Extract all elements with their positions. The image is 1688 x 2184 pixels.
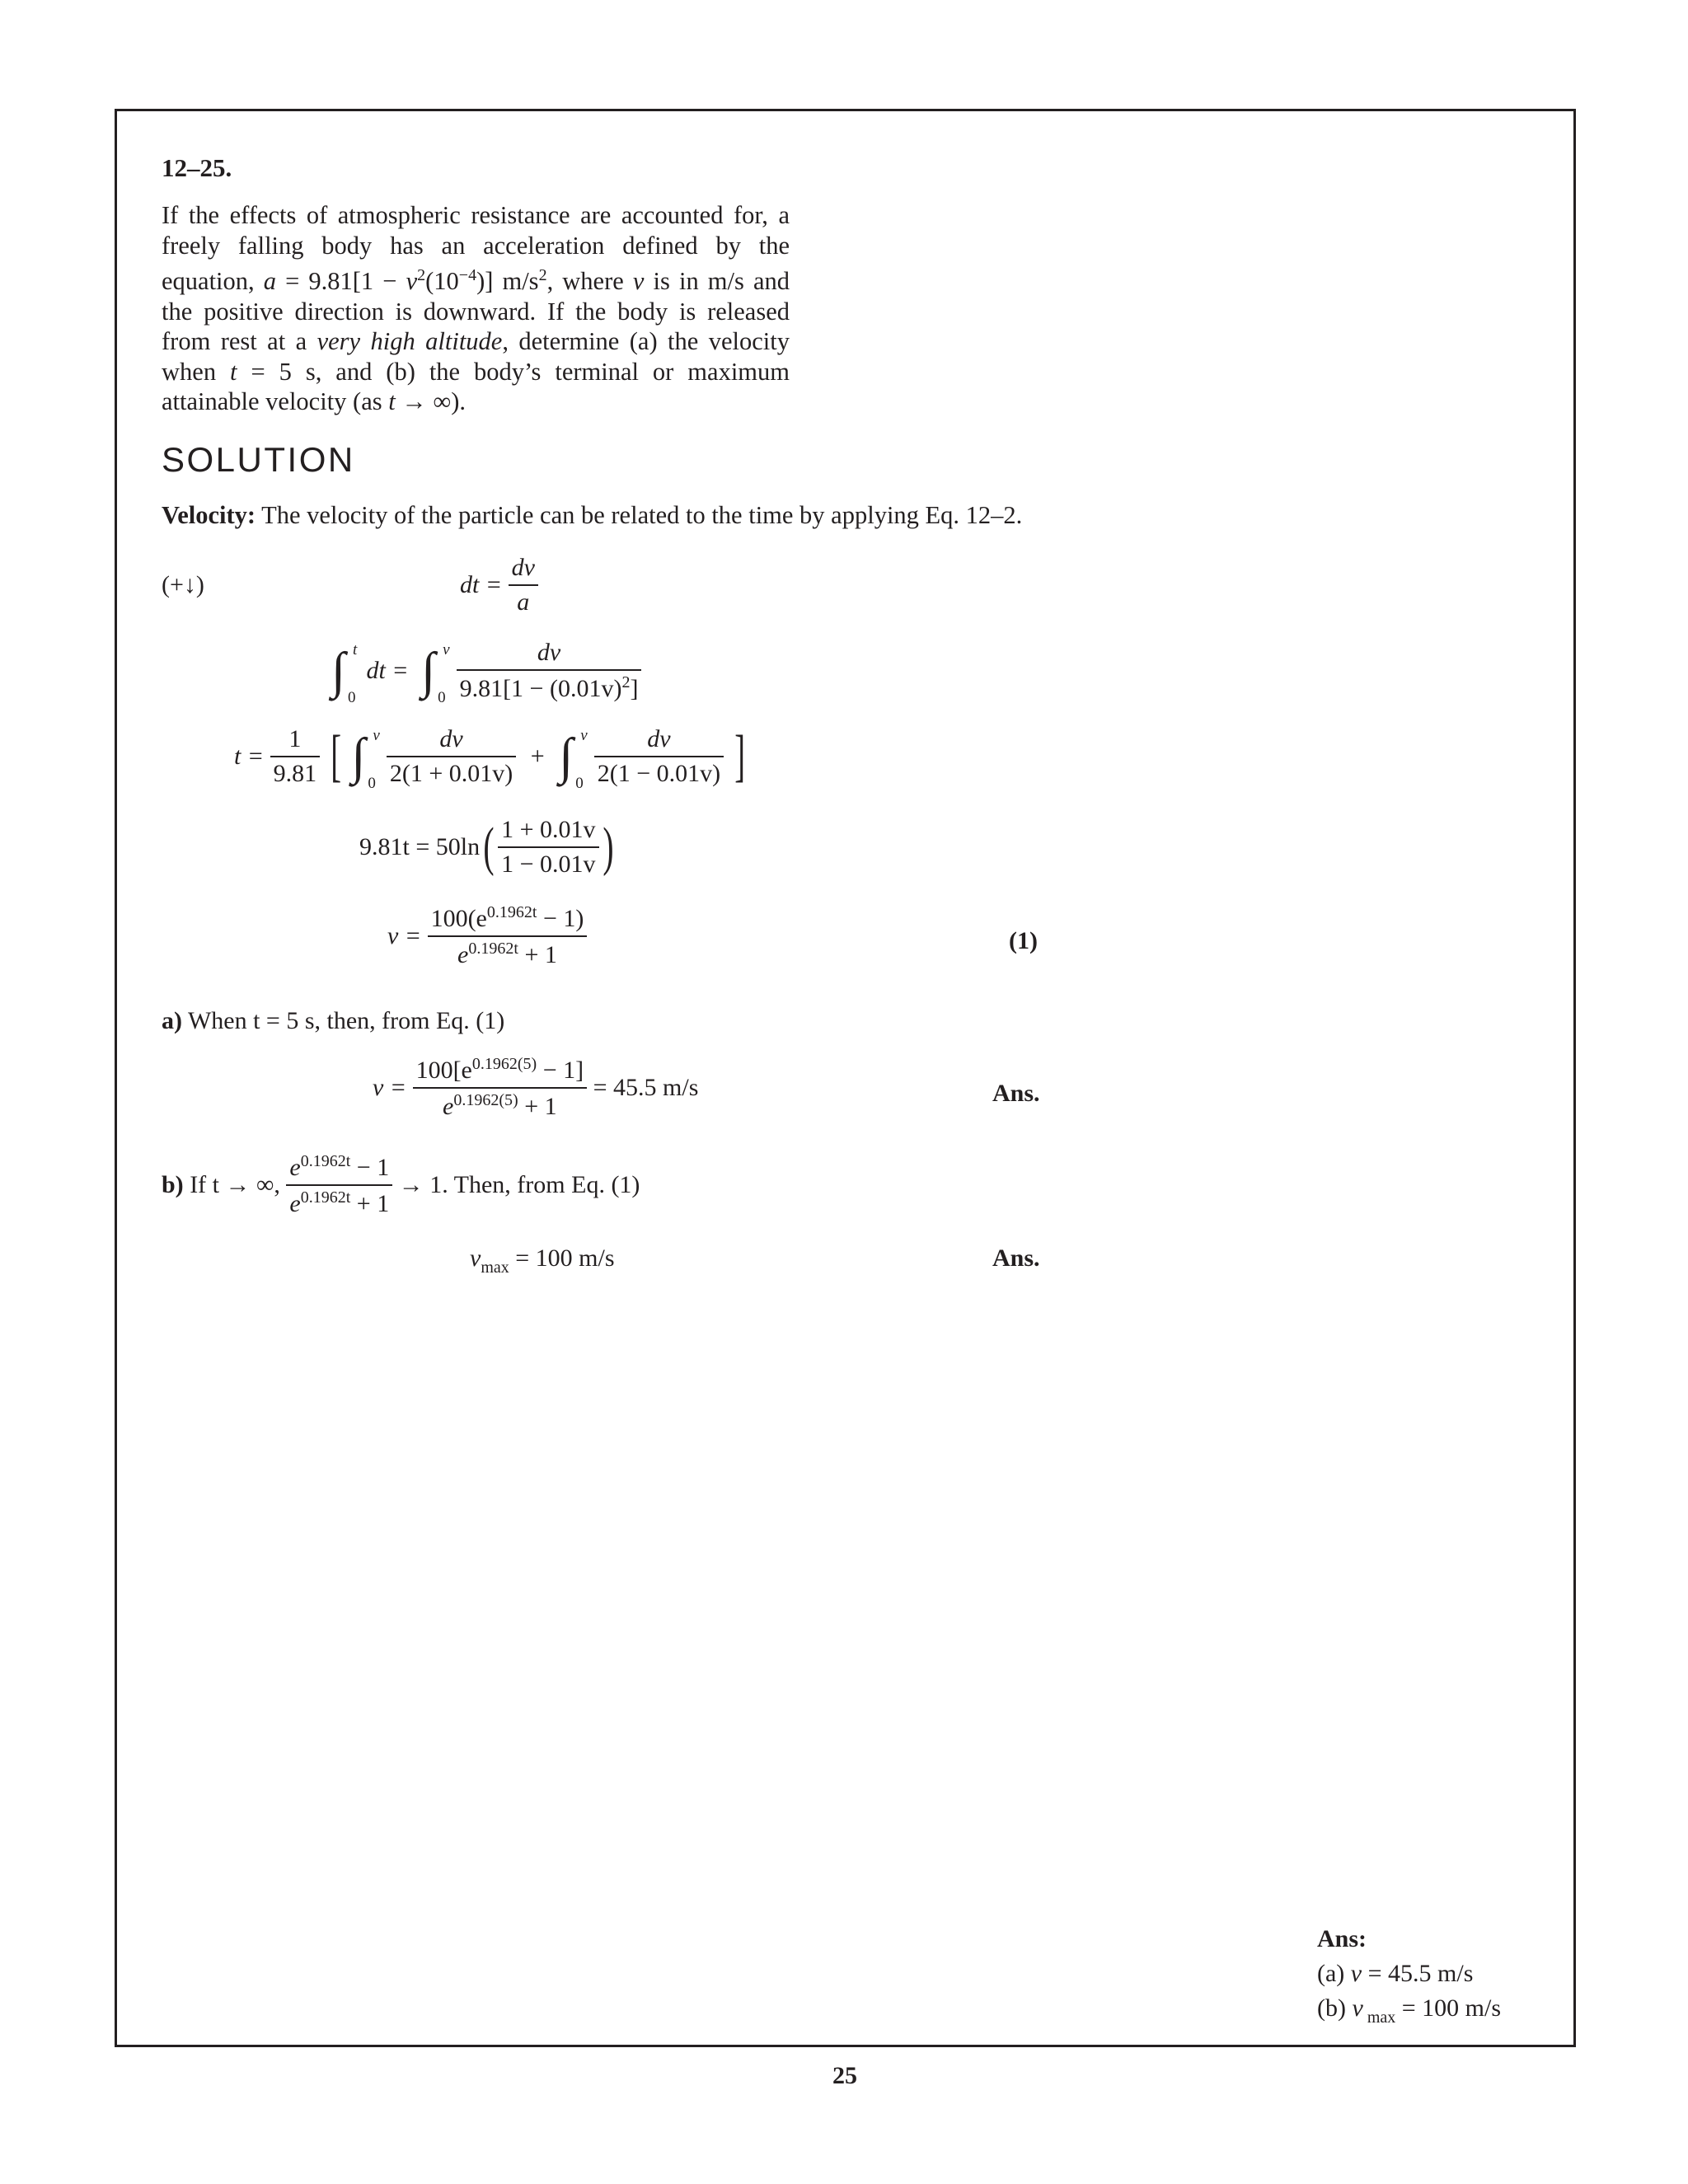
equation-3: t = $\frac{1}{9.81}$ [ ∫ v 0 $\frac{dv}{2(1 + 0.01v)}$ + ∫ v 0 $\frac{dv}{2(1 - 0.01v)}$ ]: [234, 724, 745, 792]
sign-convention: (+↓): [162, 571, 204, 598]
equation-2: ∫ t 0 dt = ∫ v 0 $\frac{dv}{9.81[1 - (0.01v)^2]}$: [331, 639, 641, 703]
part-b-ans-label: Ans.: [992, 1244, 1040, 1272]
page-number: 25: [832, 2062, 857, 2089]
part-b-intro: b) If t → ∞, $\frac{e^{0.1962t} - 1}{e^{0.1962t} + 1}$ → 1. Then, from Eq. (1): [162, 1152, 640, 1217]
velocity-intro: Velocity: The velocity of the particle can be related to the time by applying Eq. 12–2.: [162, 501, 1023, 529]
answer-line-a: (a) v = 45.5 m/s: [1317, 1960, 1474, 1987]
answer-summary-title: Ans:: [1317, 1925, 1367, 1952]
part-a-intro: a) When t = 5 s, then, from Eq. (1): [162, 1007, 505, 1034]
equation-1: dt = $\frac{dv}{a}$: [460, 554, 538, 616]
part-a-equation: v = $\frac{100[e^{0.1962(5)} - 1]}{e^{0.1962(5)} + 1}$ = 45.5 m/s: [373, 1055, 699, 1120]
equation-5: v = $\frac{100(e^{0.1962t} - 1)}{e^{0.1962t} + 1}$: [387, 903, 587, 969]
part-b-result: $v_{max} = 100$ m/s: [470, 1244, 615, 1277]
solution-heading: SOLUTION: [162, 440, 355, 479]
problem-statement: If the effects of atmospheric resistance are accounted for, a freely falling body has an acceleration defined by the equation, $a = 9.81[1 - v^2(10^{-4})]$ $m/s^2$, where v is in m/s and the positive direction is downward. If the body is released from rest at a very high altitude, determine (a) the velocity when t = 5 s, and (b) the body’s terminal or maximum attainable velocity (as t → ∞).: [162, 201, 790, 415]
equation-tag: (1): [1009, 927, 1038, 954]
problem-number: 12–25.: [162, 153, 232, 182]
part-a-ans-label: Ans.: [992, 1080, 1040, 1107]
answer-summary: [1317, 1922, 1501, 2035]
answer-line-b: (b) v $_{max}$ = 100 m/s: [1317, 1994, 1502, 2027]
equation-4: 9.81t = 50ln( $\frac{1 + 0.01v}{1 - 0.01v}$ ): [359, 816, 614, 878]
